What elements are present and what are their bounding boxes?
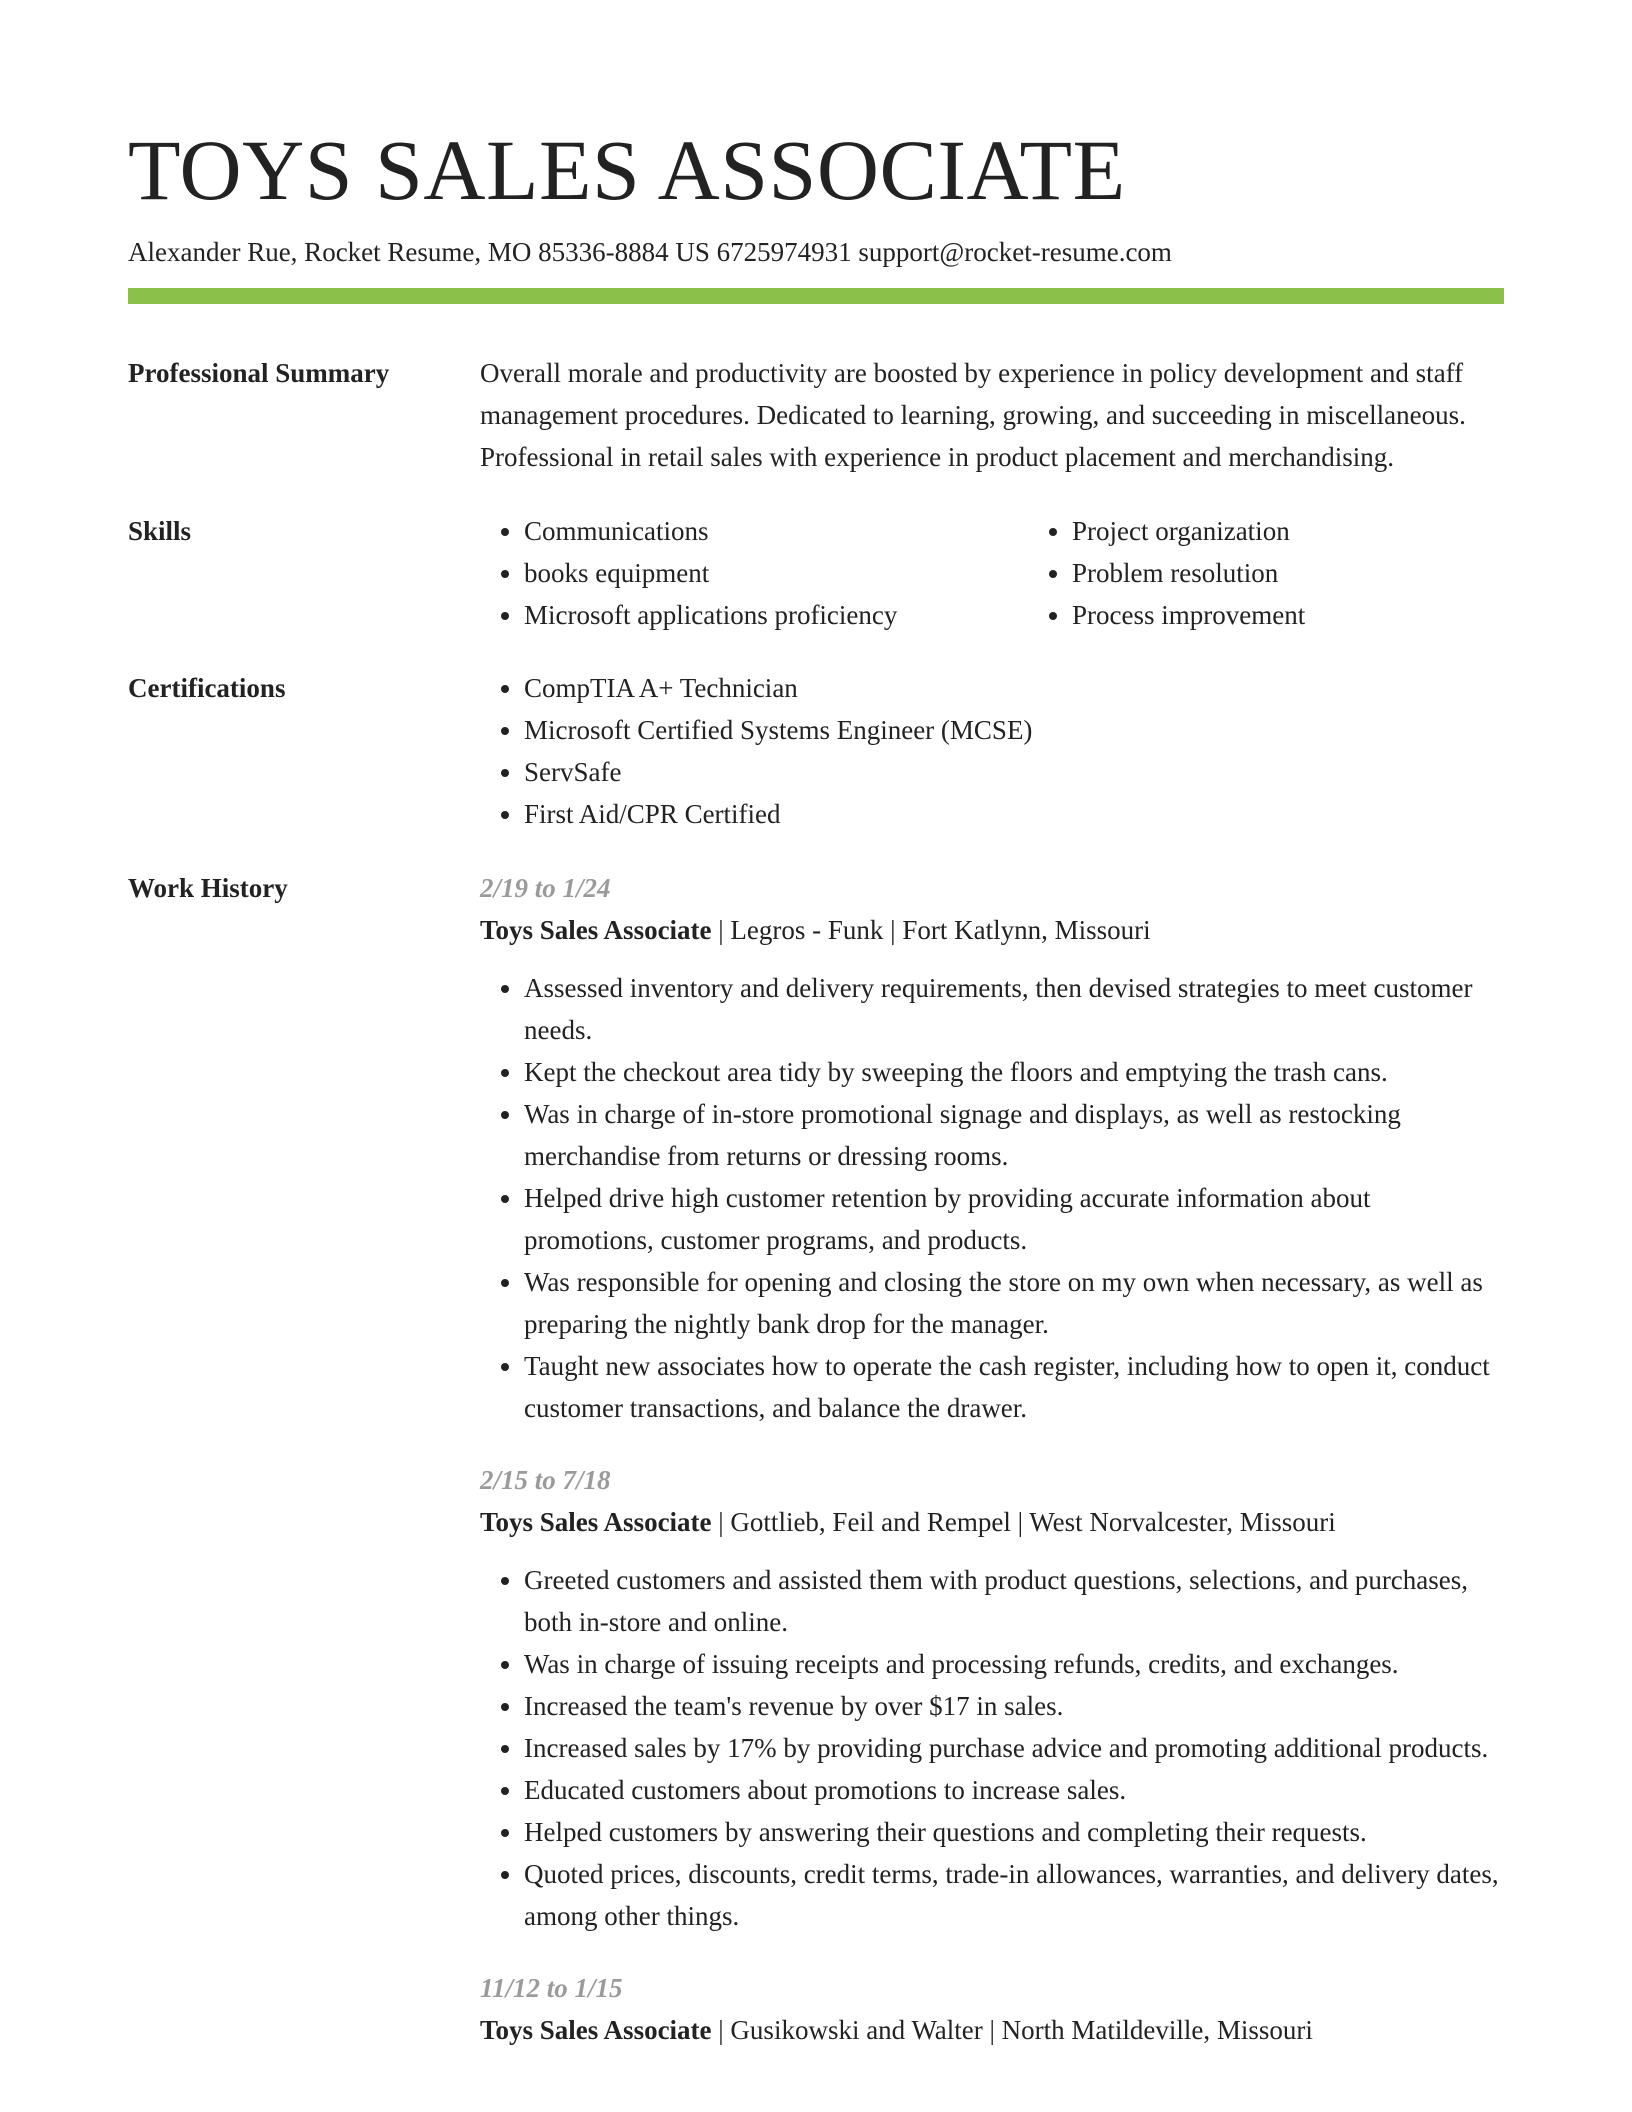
section-label-summary: Professional Summary	[128, 358, 390, 388]
job-employer-location: | Gottlieb, Feil and Rempel | West Norvalcester, Missouri	[711, 1507, 1336, 1537]
resume-title: TOYS SALES ASSOCIATE	[128, 122, 1126, 218]
skill-item: • Microsoft applications proficiency	[524, 594, 1028, 636]
summary-section	[128, 352, 1504, 478]
certification-item: • Microsoft Certified Systems Engineer (MCSE)	[524, 709, 1504, 751]
job-bullet: • Helped customers by answering their questions and completing their requests.	[524, 1811, 1504, 1853]
job-bullet: • Increased sales by 17% by providing purchase advice and promoting additional products.	[524, 1727, 1504, 1769]
job-dates: 2/15 to 7/18	[480, 1465, 611, 1495]
job-bullet: • Helped drive high customer retention by providing accurate information about promotions, customer programs, and products.	[524, 1177, 1504, 1261]
job-bullet: • Kept the checkout area tidy by sweeping the floors and emptying the trash cans.	[524, 1051, 1504, 1093]
job-bullet: • Taught new associates how to operate the cash register, including how to open it, conduct customer transactions, and balance the drawer.	[524, 1345, 1504, 1429]
job-title: Toys Sales Associate	[480, 2015, 712, 2045]
skill-item: • Communications	[524, 510, 1028, 552]
skill-item: • Process improvement	[1072, 594, 1576, 636]
skills-column-2	[1028, 510, 1576, 636]
job-dates: 11/12 to 1/15	[480, 1973, 623, 2003]
certification-item: • CompTIA A+ Technician	[524, 667, 1504, 709]
job-bullet: • Increased the team's revenue by over $17 in sales.	[524, 1685, 1504, 1727]
job-heading	[480, 2009, 1504, 2051]
certifications-list	[480, 667, 1504, 835]
skill-item: • Problem resolution	[1072, 552, 1576, 594]
job-entry	[480, 1459, 1504, 1937]
job-employer-location: | Legros - Funk | Fort Katlynn, Missouri	[711, 915, 1151, 945]
summary-text: Overall morale and productivity are boosted by experience in policy development and staff management procedures. Dedicated to learning, growing, and succeeding in miscellaneous. Professional in retail sales with experience in product placement and merchandising.	[480, 358, 1466, 472]
certification-item: • ServSafe	[524, 751, 1504, 793]
certification-item: • First Aid/CPR Certified	[524, 793, 1504, 835]
job-bullet: • Was responsible for opening and closing the store on my own when necessary, as well as preparing the nightly bank drop for the manager.	[524, 1261, 1504, 1345]
skills-section	[128, 510, 1504, 636]
contact-line: Alexander Rue, Rocket Resume, MO 85336-8884 US 6725974931 support@rocket-resume.com	[128, 237, 1172, 267]
section-label-skills: Skills	[128, 516, 192, 546]
section-label-work-history: Work History	[128, 873, 288, 903]
work-history-body	[480, 867, 1504, 2081]
job-bullet: • Quoted prices, discounts, credit terms, trade-in allowances, warranties, and delivery dates, among other things.	[524, 1853, 1504, 1937]
job-bullet: • Greeted customers and assisted them with product questions, selections, and purchases, both in-store and online.	[524, 1559, 1504, 1643]
job-bullet: • Educated customers about promotions to increase sales.	[524, 1769, 1504, 1811]
certifications-body	[480, 667, 1504, 835]
work-history-section	[128, 867, 1504, 2081]
job-employer-location: | Gusikowski and Walter | North Matildeville, Missouri	[711, 2015, 1313, 2045]
job-title: Toys Sales Associate	[480, 915, 712, 945]
job-bullet: • Assessed inventory and delivery requirements, then devised strategies to meet customer needs.	[524, 967, 1504, 1051]
job-heading	[480, 1501, 1504, 1543]
job-bullets	[480, 967, 1504, 1429]
job-dates: 2/19 to 1/24	[480, 873, 611, 903]
job-bullet: • Was in charge of issuing receipts and processing refunds, credits, and exchanges.	[524, 1643, 1504, 1685]
job-entry	[480, 867, 1504, 1429]
job-heading	[480, 909, 1504, 951]
skill-item: • Project organization	[1072, 510, 1576, 552]
skill-item: • books equipment	[524, 552, 1028, 594]
resume-page	[128, 0, 1504, 2081]
job-entry	[480, 1967, 1504, 2051]
accent-divider	[128, 288, 1504, 304]
summary-body	[480, 352, 1504, 478]
job-title: Toys Sales Associate	[480, 1507, 712, 1537]
skills-column-1	[480, 510, 1028, 636]
certifications-section	[128, 667, 1504, 835]
job-bullets	[480, 1559, 1504, 1937]
skills-grid	[480, 510, 1504, 636]
section-label-certifications: Certifications	[128, 673, 286, 703]
job-bullet: • Was in charge of in-store promotional signage and displays, as well as restocking merchandise from returns or dressing rooms.	[524, 1093, 1504, 1177]
